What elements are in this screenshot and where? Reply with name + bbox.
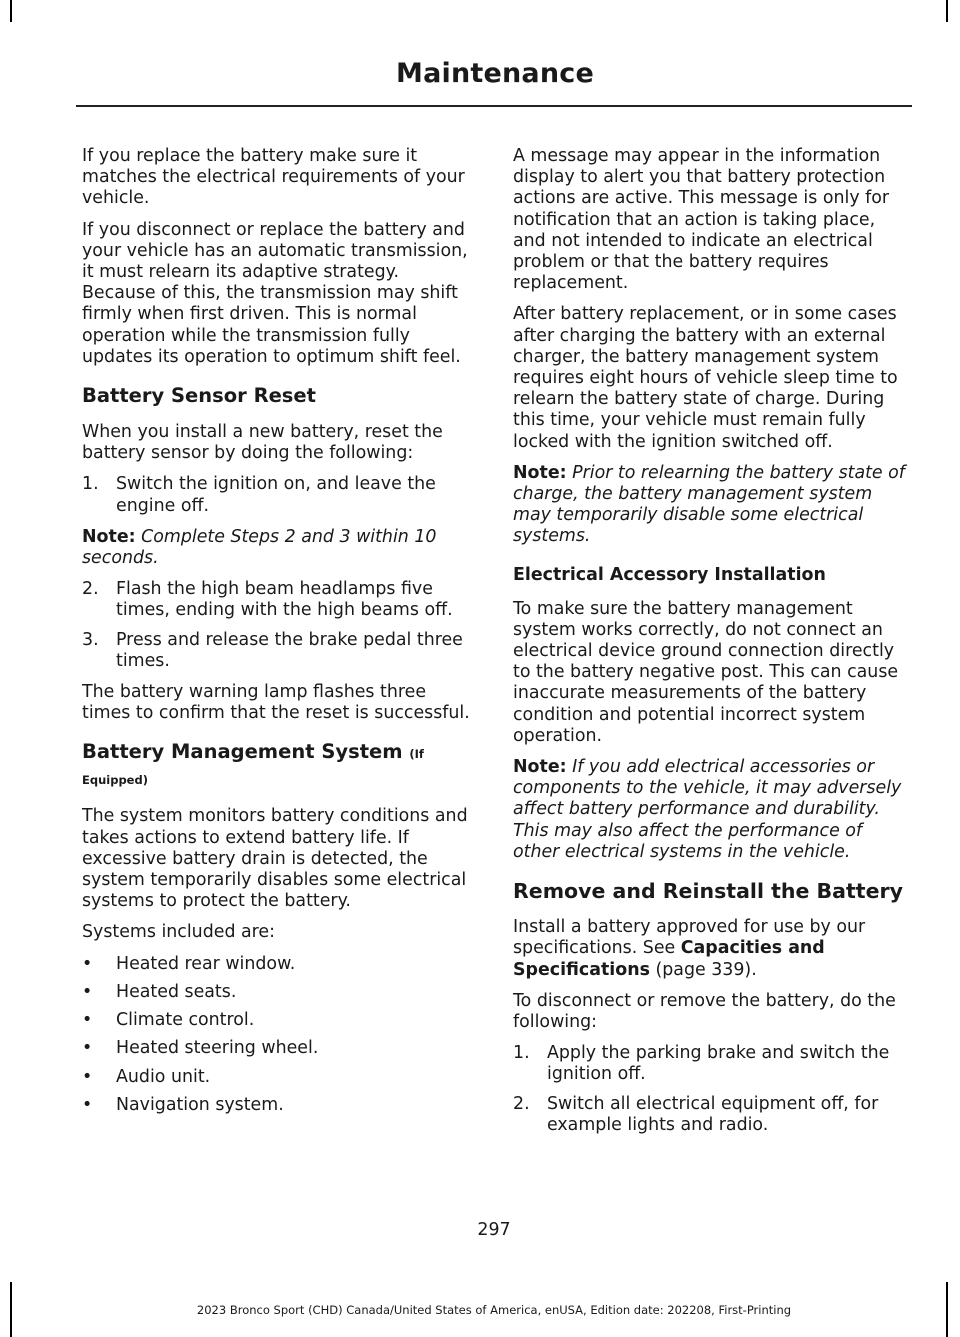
- paragraph: Systems included are:: [82, 922, 275, 943]
- step-text: Flash the high beam headlamps five times, ending with the high beams off.: [116, 579, 453, 621]
- note-label: Note:: [513, 462, 567, 483]
- note-text: Prior to relearning the battery state of charge, the battery management system may temporarily disable some electrical systems.: [513, 462, 905, 547]
- page-reference: (page 339).: [649, 959, 757, 980]
- bullet: •: [82, 981, 93, 1002]
- note-label: Note:: [513, 757, 567, 778]
- step-text: Apply the parking brake and switch the ignition off.: [547, 1043, 890, 1085]
- heading-remove-and-reinstall-battery: Remove and Reinstall the Battery: [513, 879, 903, 904]
- systems-list: [82, 954, 476, 1116]
- right-column: [513, 146, 907, 1146]
- note-text: If you add electrical accessories or components to the vehicle, it may adversely affect battery performance and durability. This may also affect the performance of other electrical systems in the vehicle.: [513, 757, 902, 862]
- step-number: 1.: [82, 474, 99, 495]
- note: [513, 463, 907, 548]
- list-item: [82, 1010, 476, 1031]
- bullet: •: [82, 953, 93, 974]
- footer-edition-info: 2023 Bronco Sport (CHD) Canada/United States of America, enUSA, Edition date: 202208, First-Printing: [196, 1303, 792, 1317]
- paragraph: To make sure the battery management system works correctly, do not connect an electrical device ground connection directly to the battery negative post. This can cause inaccurate measurements of the battery condition and potential incorrect system operation.: [513, 598, 899, 746]
- step-text: Switch all electrical equipment off, for example lights and radio.: [547, 1093, 879, 1135]
- crop-mark-top-right: [946, 0, 948, 22]
- list-item: [513, 1094, 907, 1136]
- paragraph: If you disconnect or replace the battery and your vehicle has an automatic transmission, it must relearn its adaptive strategy. Because of this, the transmission may shift firmly when first driven. This is normal operation while the transmission fully updates its operation to optimum shift feel.: [82, 219, 468, 367]
- step-number: 1.: [513, 1043, 530, 1064]
- bullet: •: [82, 1094, 93, 1115]
- list-item-text: Climate control.: [116, 1010, 255, 1031]
- list-item-text: Navigation system.: [116, 1094, 284, 1115]
- list-item: [513, 1043, 907, 1085]
- paragraph: To disconnect or remove the battery, do the following:: [513, 990, 896, 1032]
- list-item-text: Audio unit.: [116, 1066, 211, 1087]
- list-item-text: Heated seats.: [116, 981, 237, 1002]
- step-number: 2.: [82, 579, 99, 600]
- step-number: 3.: [82, 629, 99, 650]
- paragraph: The battery warning lamp flashes three times to confirm that the reset is successful.: [82, 682, 470, 724]
- list-item: [82, 630, 476, 672]
- if-equipped-tag: (If Equipped): [82, 747, 424, 788]
- list-item: [82, 954, 476, 975]
- note: [82, 527, 476, 569]
- capacities-specifications-link[interactable]: Capacities and Specifications: [513, 938, 825, 980]
- list-item: [82, 1067, 476, 1088]
- paragraph: After battery replacement, or in some cases after charging the battery with an external charger, the battery management system requires eight hours of vehicle sleep time to relearn the battery state of charge. During this time, your vehicle must remain fully locked with the ignition switched off.: [513, 304, 898, 452]
- paragraph: A message may appear in the information display to alert you that battery protection actions are active. This message is only for notification that an action is taking place, and not intended to indicate an electrical problem or that the battery requires replacement.: [513, 146, 890, 294]
- note-label: Note:: [82, 526, 136, 547]
- note: [513, 757, 907, 863]
- step-text: Switch the ignition on, and leave the engine off.: [116, 474, 436, 516]
- bullet: •: [82, 1038, 93, 1059]
- bullet: •: [82, 1066, 93, 1087]
- step-text: Press and release the brake pedal three times.: [116, 629, 463, 671]
- heading-battery-management-system: [82, 740, 476, 792]
- list-item-text: Heated steering wheel.: [116, 1038, 319, 1059]
- list-item: [82, 579, 476, 621]
- heading-electrical-accessory-installation: Electrical Accessory Installation: [513, 564, 826, 585]
- step-number: 2.: [513, 1093, 530, 1114]
- list-item: [82, 982, 476, 1003]
- left-column: [82, 146, 476, 1123]
- list-item: [82, 474, 476, 516]
- list-item: [82, 1095, 476, 1116]
- note-text: Complete Steps 2 and 3 within 10 seconds.: [82, 526, 437, 569]
- steps-list: [82, 579, 476, 672]
- header-divider: [76, 105, 912, 107]
- paragraph: The system monitors battery conditions and takes actions to extend battery life. If excessive battery drain is detected, the system temporarily disables some electrical systems to protect the battery.: [82, 806, 468, 912]
- paragraph: [513, 917, 907, 981]
- page-number: 297: [477, 1220, 511, 1240]
- paragraph: If you replace the battery make sure it matches the electrical requirements of your vehicle.: [82, 146, 465, 209]
- list-item-text: Heated rear window.: [116, 953, 296, 974]
- bullet: •: [82, 1010, 93, 1031]
- steps-list: [513, 1043, 907, 1136]
- heading-text: Battery Management System: [82, 740, 403, 764]
- crop-mark-top-left: [10, 0, 12, 22]
- heading-battery-sensor-reset: Battery Sensor Reset: [82, 384, 316, 408]
- text: Install a battery approved for use by our specifications. See: [513, 917, 866, 959]
- page-section-title: Maintenance: [396, 58, 594, 89]
- steps-list: [82, 474, 476, 516]
- list-item: [82, 1038, 476, 1059]
- paragraph: When you install a new battery, reset the battery sensor by doing the following:: [82, 422, 443, 464]
